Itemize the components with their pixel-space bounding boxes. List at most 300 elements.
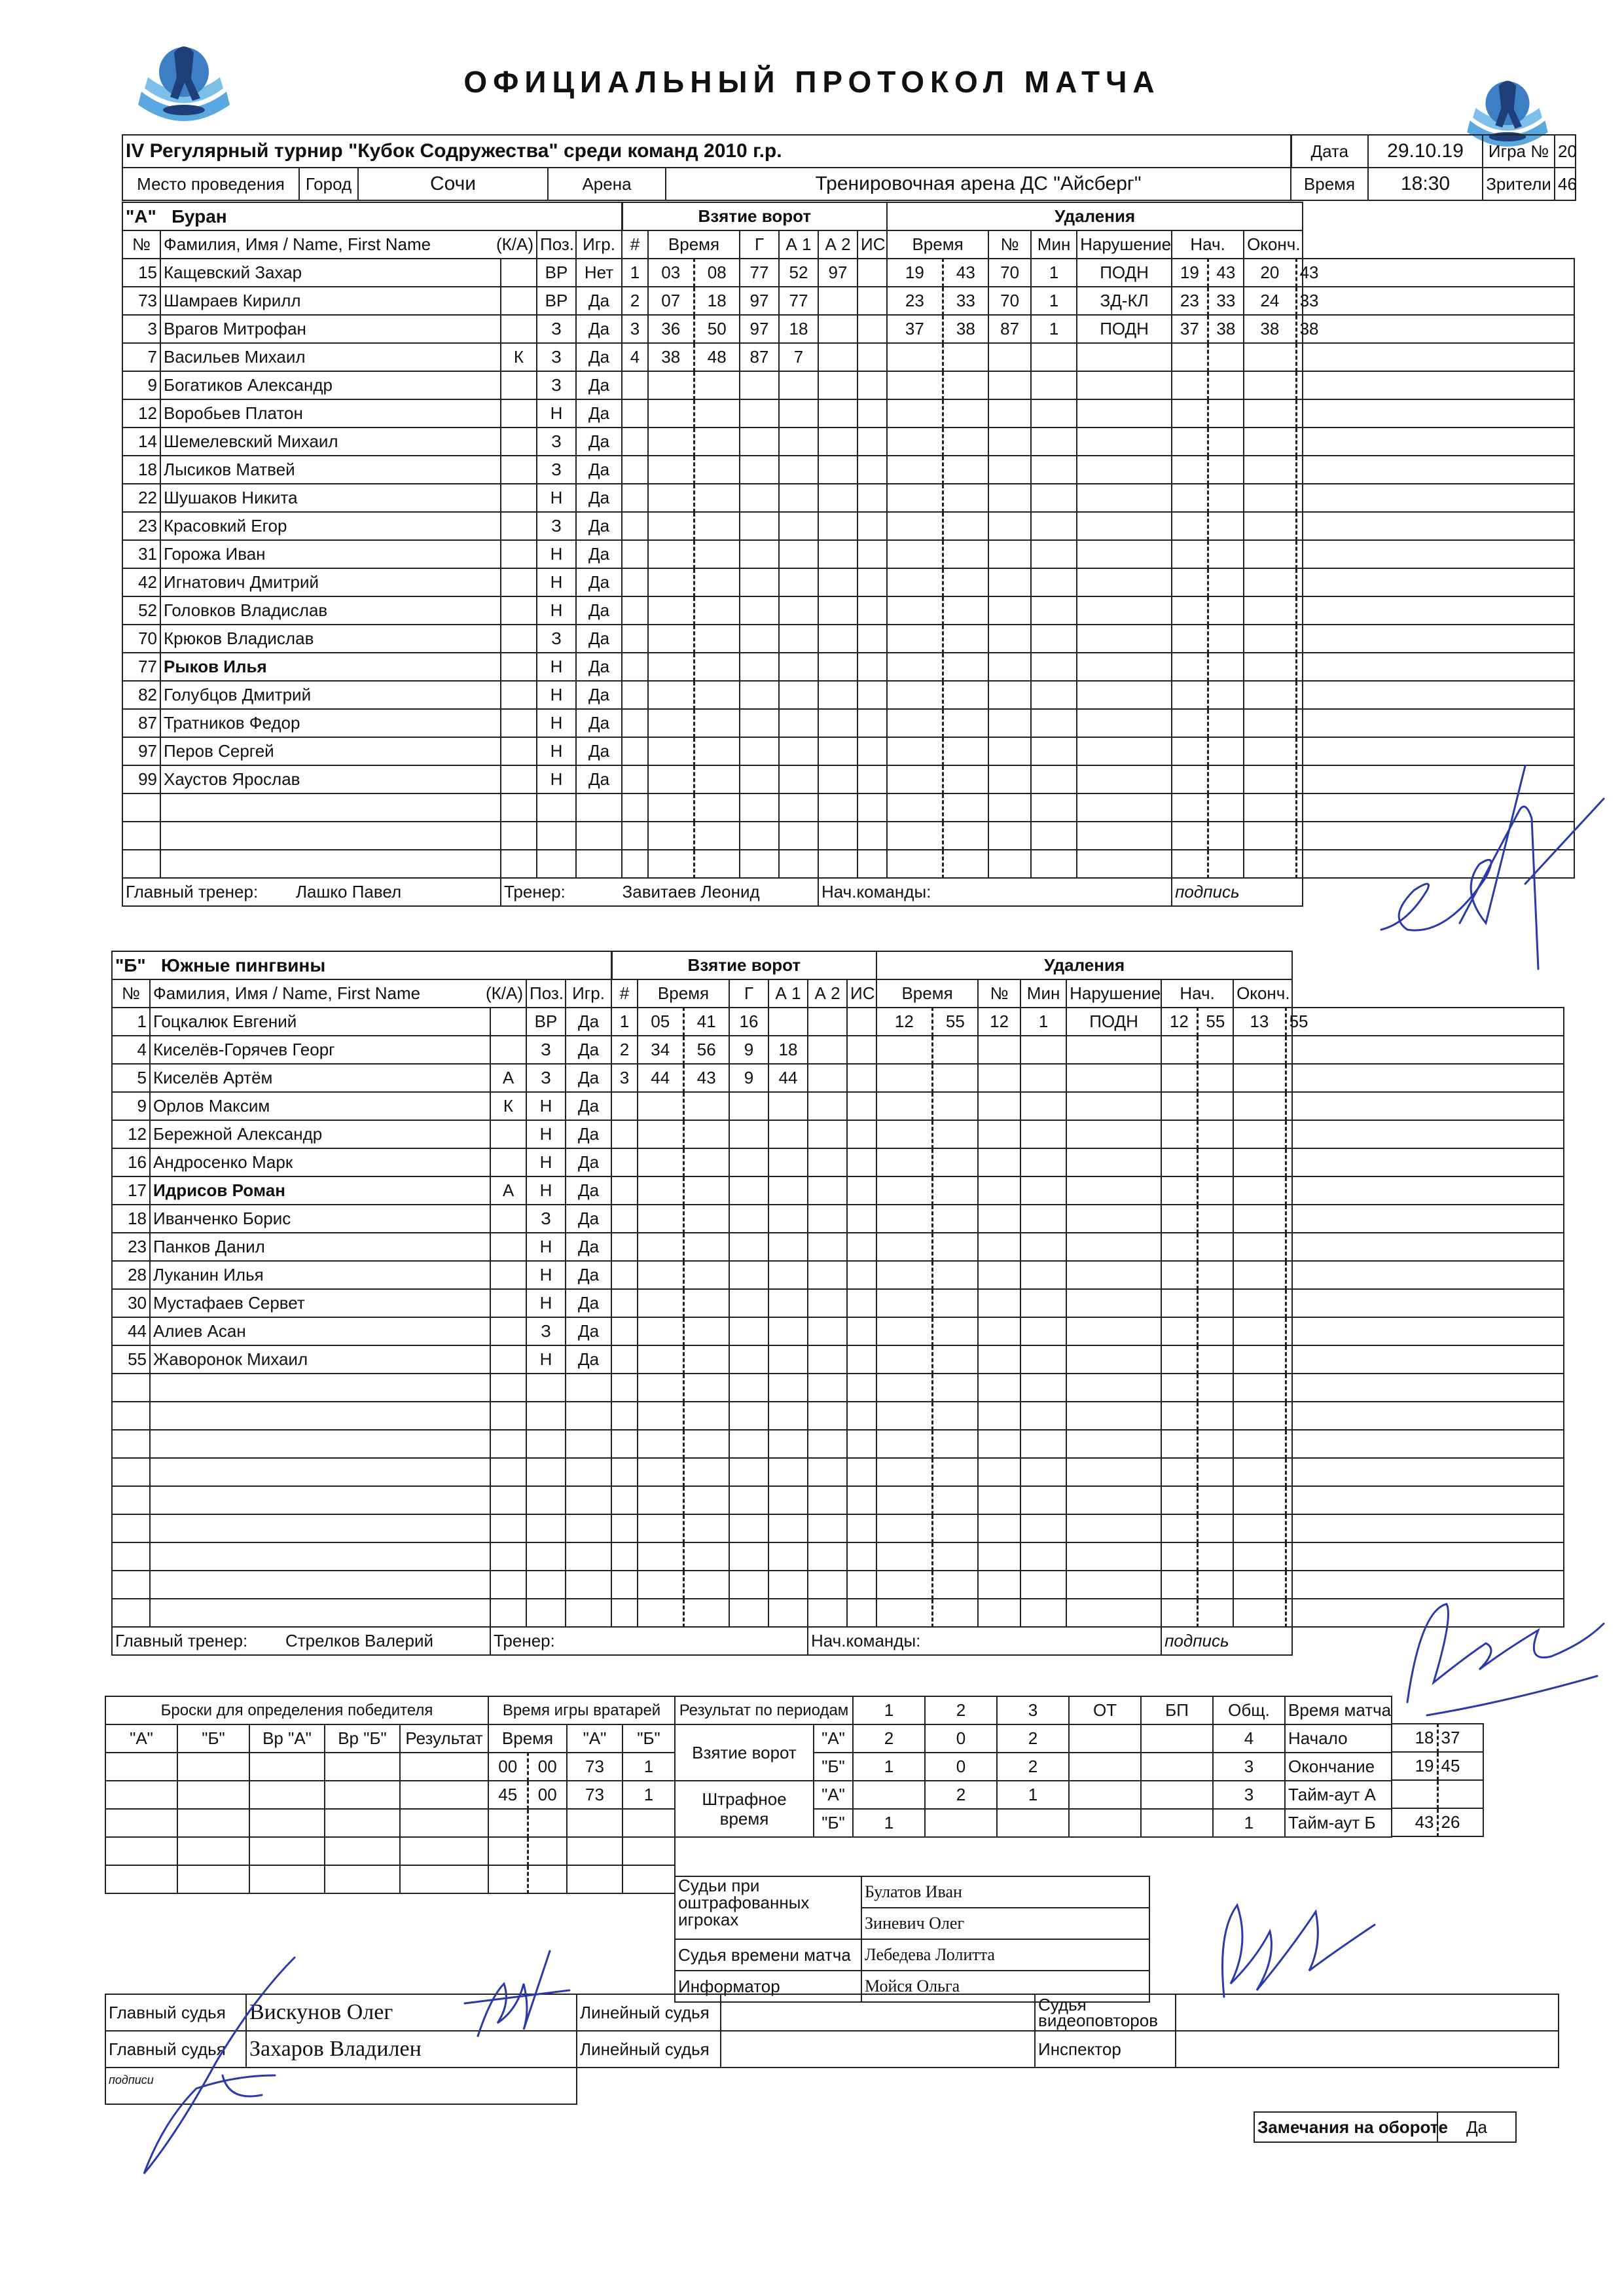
team_b-player-number: 9 [112, 1092, 150, 1120]
team_a-goal-assist1: 7 [779, 343, 818, 371]
signature-team-b [1388, 1584, 1623, 1741]
goals-b-total: 3 [1213, 1753, 1285, 1781]
team_a-player-name: Голубцов Дмитрий [160, 681, 501, 709]
team_b-pen-player: 12 [978, 1008, 1020, 1036]
video-ref-label: Судья видеоповторов [1035, 1994, 1176, 2031]
goals-a-p1: 2 [853, 1724, 925, 1753]
team_a-goal-scorer: 77 [740, 259, 779, 287]
goals-a-label: "А" [814, 1724, 853, 1753]
team_a-col-goal-num: # [622, 230, 648, 259]
date-label: Дата [1291, 135, 1368, 168]
team_b-player-number: 55 [112, 1345, 150, 1374]
team_a-player-number: 18 [122, 456, 160, 484]
tournament-name: IV Регулярный турнир "Кубок Содружества" среди команд 2010 г.р. [122, 135, 1291, 168]
team_a-coach: Завитаев Леонид [622, 882, 760, 902]
team_a-pen-start-min: 37 [1172, 315, 1208, 343]
shootout-col-b: "Б" [177, 1724, 249, 1753]
pim-b-p2 [925, 1809, 997, 1837]
goals-a-p2: 0 [925, 1724, 997, 1753]
team_b-goal-minute: 34 [638, 1036, 683, 1064]
end-sec: 45 [1437, 1752, 1483, 1780]
team_b-col-pen-violation: Нарушение [1066, 979, 1161, 1008]
team_a-player-role [501, 765, 537, 793]
spectators: 46 [1555, 168, 1576, 200]
start-label: Начало [1285, 1724, 1392, 1753]
pim-a-p3: 1 [997, 1781, 1069, 1809]
match-date: 29.10.19 [1368, 135, 1483, 168]
team_a-player-played: Да [576, 343, 622, 371]
team_a-player-played: Да [576, 456, 622, 484]
team_a-pen-player: 70 [988, 259, 1031, 287]
team_a-pen-start-sec: 43 [1208, 259, 1244, 287]
remarks-value: Да [1437, 2112, 1516, 2142]
signature-chief-referee-1 [452, 1938, 583, 2069]
team_a-player-number: 9 [122, 371, 160, 399]
team_b-player-position: Н [526, 1289, 566, 1317]
team_b-player-name: Киселёв Артём [150, 1064, 490, 1092]
pim-a-p2: 2 [925, 1781, 997, 1809]
timekeeper-name: Лебедева Лолитта [861, 1939, 1149, 1971]
team_b-col-pen-time: Время [876, 979, 978, 1008]
pim-b-p3 [997, 1809, 1069, 1837]
team_a-player-played: Нет [576, 259, 622, 287]
team_b-player-name: Луканин Илья [150, 1261, 490, 1289]
team_b-player-position: Н [526, 1261, 566, 1289]
shootout-col-gb: Вр "Б" [325, 1724, 400, 1753]
team_a-pen-minute: 37 [887, 315, 943, 343]
team_b-goal-second: 41 [683, 1008, 729, 1036]
team_b-pen-violation: ПОДН [1066, 1008, 1161, 1036]
shootout-col-a: "А" [105, 1724, 177, 1753]
team_a-sign-label: подпись [1175, 882, 1240, 902]
team_a-goal-scorer: 97 [740, 315, 779, 343]
team_b-col-pen-end: Оконч. [1233, 979, 1292, 1008]
team_a-player-played: Да [576, 287, 622, 315]
team_a-player-name: Шемелевский Михаил [160, 428, 501, 456]
team_a-player-role [501, 259, 537, 287]
team_a-player-number: 23 [122, 512, 160, 540]
team_a-player-name: Красовкий Егор [160, 512, 501, 540]
team_b-player-played: Да [566, 1036, 611, 1064]
team_b-col-is: ИС [847, 979, 876, 1008]
team_b-goal-minute: 44 [638, 1064, 683, 1092]
team_a-pen-violation: ЗД-КЛ [1077, 287, 1172, 315]
team_a-player-position: Н [537, 399, 576, 428]
team_b-player-role [490, 1345, 526, 1374]
team_a-player-played: Да [576, 428, 622, 456]
team_a-pen-minutes: 1 [1031, 287, 1077, 315]
team_a-player-played: Да [576, 625, 622, 653]
team_a-player-position: З [537, 315, 576, 343]
team_a-player-role: К [501, 343, 537, 371]
team_a-player-position: Н [537, 596, 576, 625]
team_b-player-number: 1 [112, 1008, 150, 1036]
team_b-sign-label: подпись [1164, 1631, 1229, 1650]
team_b-player-role [490, 1148, 526, 1176]
team_a-player-role [501, 428, 537, 456]
team_a-goal-assist2 [818, 315, 857, 343]
team_b-player-number: 17 [112, 1176, 150, 1205]
team_a-player-name: Васильев Михаил [160, 343, 501, 371]
team_b-goal-second: 56 [683, 1036, 729, 1064]
game-number-label: Игра № [1483, 135, 1555, 168]
team_a-player-played: Да [576, 484, 622, 512]
team_a-goal-is [857, 343, 887, 371]
team_a-pen-end-sec: 43 [1296, 259, 1303, 287]
team_a-pen-start-min: 19 [1172, 259, 1208, 287]
team_a-player-position: Н [537, 540, 576, 568]
team_a-player-number: 97 [122, 737, 160, 765]
team_b-player-name: Орлов Максим [150, 1092, 490, 1120]
pim-b-so [1141, 1809, 1213, 1837]
team_b-pen-minute: 12 [876, 1008, 932, 1036]
team_b-head-coach-label: Главный тренер: [115, 1631, 248, 1650]
team_a-goal-assist1: 18 [779, 315, 818, 343]
team_a-player-name: Шамраев Кирилл [160, 287, 501, 315]
team_a-player-number: 42 [122, 568, 160, 596]
game-number: 20 [1555, 135, 1576, 168]
team_a-pen-start-min: 23 [1172, 287, 1208, 315]
goalie-row2-min: 45 [488, 1781, 528, 1809]
match-header-table [122, 134, 1576, 201]
informer-label: Информатор [675, 1971, 861, 2002]
team_a-player-role [501, 709, 537, 737]
team_a-player-position: Н [537, 653, 576, 681]
penalty-judge-2: Зиневич Олег [861, 1908, 1149, 1939]
arena-label: Арена [548, 168, 666, 200]
timeout-b-min: 43 [1392, 1808, 1437, 1836]
timeout-a-min [1392, 1780, 1437, 1808]
team_b-goal-assist2 [808, 1008, 847, 1036]
team_b-player-position: Н [526, 1233, 566, 1261]
team_a-goal-is [857, 315, 887, 343]
chief-ref-label-1: Главный судья [105, 1994, 246, 2031]
team_a-player-name: Врагов Митрофан [160, 315, 501, 343]
team_a-coach-label: Тренер: [504, 882, 566, 902]
team_b-player-number: 30 [112, 1289, 150, 1317]
team_b-player-name: Идрисов Роман [150, 1176, 490, 1205]
team_a-goal-scorer: 97 [740, 287, 779, 315]
team_a-name: Буран [171, 206, 227, 227]
team_a-col-pos: Поз. [537, 230, 576, 259]
team_a-goal-minute: 07 [648, 287, 694, 315]
goalie-row1-min: 00 [488, 1753, 528, 1781]
match-time-title: Время матча [1285, 1696, 1392, 1724]
team_b-player-role [490, 1036, 526, 1064]
goalie-col-time: Время [488, 1724, 567, 1753]
team_b-goal-assist2 [808, 1064, 847, 1092]
team_a-col-pen-end: Оконч. [1244, 230, 1303, 259]
team_a-pen-start-sec: 38 [1208, 315, 1244, 343]
team_b-goal-scorer: 16 [729, 1008, 768, 1036]
penalty-judge-1: Булатов Иван [861, 1876, 1149, 1908]
goals-a-p3: 2 [997, 1724, 1069, 1753]
team_a-player-number: 52 [122, 596, 160, 625]
timeout-a-sec [1437, 1780, 1483, 1808]
goals-label: Взятие ворот [675, 1724, 814, 1781]
team_b-goal-minute: 05 [638, 1008, 683, 1036]
team_b-col-assist1: А 1 [768, 979, 808, 1008]
team_a-player-role [501, 371, 537, 399]
team_b-player-role: А [490, 1064, 526, 1092]
goalie-col-a: "А" [567, 1724, 623, 1753]
team_b-player-position: З [526, 1317, 566, 1345]
team_a-goal-scorer: 87 [740, 343, 779, 371]
team_b-player-number: 5 [112, 1064, 150, 1092]
team-a-section [122, 202, 1575, 907]
team_a-player-number: 77 [122, 653, 160, 681]
period-col-1: 1 [853, 1696, 925, 1724]
signatures-label: подписи [109, 2073, 154, 2086]
team_a-goal-is [857, 287, 887, 315]
chief-ref-2: Захаров Владилен [246, 2031, 577, 2068]
team_a-player-number: 7 [122, 343, 160, 371]
team_a-player-role [501, 315, 537, 343]
team_a-pen-player: 70 [988, 287, 1031, 315]
team_a-player-name: Тратников Федор [160, 709, 501, 737]
team_a-col-no: № [122, 230, 160, 259]
team_b-goal-is [847, 1008, 876, 1036]
team_a-goal-minute: 03 [648, 259, 694, 287]
team_b-goal-is [847, 1064, 876, 1092]
team_a-player-position: ВР [537, 259, 576, 287]
team_a-goal-number: 1 [622, 259, 648, 287]
city-label: Город [299, 168, 358, 200]
team_a-goal-minute: 36 [648, 315, 694, 343]
team_a-penalties-title: Удаления [887, 202, 1303, 230]
goals-b-so [1141, 1753, 1213, 1781]
team_b-col-played: Игр. [566, 979, 611, 1008]
timekeeper-label: Судья времени матча [675, 1939, 861, 1971]
team_b-letter: "Б" [115, 955, 146, 975]
team_b-player-played: Да [566, 1345, 611, 1374]
team_a-player-position: Н [537, 681, 576, 709]
team_b-player-name: Гоцкалюк Евгений [150, 1008, 490, 1036]
team_a-player-position: Н [537, 568, 576, 596]
team_b-pen-end-min: 13 [1233, 1008, 1286, 1036]
goalie-row1-b: 1 [623, 1753, 675, 1781]
goalie-time-title: Время игры вратарей [488, 1696, 675, 1724]
team_a-pen-player: 87 [988, 315, 1031, 343]
team_a-col-pen-start: Нач. [1172, 230, 1244, 259]
team_b-player-number: 18 [112, 1205, 150, 1233]
team_b-player-position: З [526, 1036, 566, 1064]
team_b-player-position: Н [526, 1148, 566, 1176]
shootout-col-result: Результат [400, 1724, 488, 1753]
team_b-player-role [490, 1205, 526, 1233]
team_a-goals-title: Взятие ворот [622, 202, 887, 230]
team_a-goal-minute: 38 [648, 343, 694, 371]
team_b-goals-title: Взятие ворот [611, 951, 876, 979]
team_b-player-name: Киселёв-Горячев Георг [150, 1036, 490, 1064]
team_b-team-chief-label: Нач.команды: [811, 1631, 921, 1650]
team_a-col-assist1: А 1 [779, 230, 818, 259]
team_a-pen-second: 33 [943, 287, 988, 315]
team_a-player-role [501, 456, 537, 484]
team_a-goal-number: 2 [622, 287, 648, 315]
team_b-col-goal-num: # [611, 979, 638, 1008]
team_a-pen-minute: 23 [887, 287, 943, 315]
shootout-table [105, 1696, 489, 1894]
team_a-player-played: Да [576, 540, 622, 568]
team_a-pen-minutes: 1 [1031, 315, 1077, 343]
team_a-player-position: Н [537, 737, 576, 765]
team_a-player-name: Лысиков Матвей [160, 456, 501, 484]
team_b-player-played: Да [566, 1261, 611, 1289]
team_b-player-position: З [526, 1205, 566, 1233]
team_b-name: Южные пингвины [161, 955, 326, 975]
team_a-player-number: 70 [122, 625, 160, 653]
team_b-player-number: 44 [112, 1317, 150, 1345]
team_a-team-chief-label: Нач.команды: [821, 882, 931, 902]
team_a-goal-is [857, 259, 887, 287]
team_a-player-played: Да [576, 315, 622, 343]
team_a-col-name: Фамилия, Имя / Name, First Name [164, 234, 431, 254]
team_a-player-position: Н [537, 765, 576, 793]
goalie-row1-a: 73 [567, 1753, 623, 1781]
timeout-a-label: Тайм-аут А [1285, 1781, 1392, 1809]
timeout-b-label: Тайм-аут Б [1285, 1809, 1392, 1837]
team_a-col-pen-min: Мин [1031, 230, 1077, 259]
team_b-player-name: Мустафаев Сервет [150, 1289, 490, 1317]
team_b-player-role [490, 1120, 526, 1148]
pim-a-so [1141, 1781, 1213, 1809]
signature-secretary [1204, 1872, 1401, 2010]
team_a-player-number: 87 [122, 709, 160, 737]
team_b-pen-minutes: 1 [1020, 1008, 1066, 1036]
goalie-time-table [488, 1696, 676, 1894]
team_a-col-pen-no: № [988, 230, 1031, 259]
team_a-player-number: 31 [122, 540, 160, 568]
team-b-section [111, 951, 1564, 1656]
team_a-col-played: Игр. [576, 230, 622, 259]
signature-team-a [1362, 799, 1617, 982]
team_a-pen-end-sec: 33 [1296, 287, 1303, 315]
team_a-player-position: З [537, 371, 576, 399]
goals-b-p1: 1 [853, 1753, 925, 1781]
team_a-pen-violation: ПОДН [1077, 259, 1172, 287]
team_b-goal-scorer: 9 [729, 1036, 768, 1064]
team_b-player-position: Н [526, 1345, 566, 1374]
chief-ref-1: Вискунов Олег [246, 1994, 577, 2031]
team_a-player-position: З [537, 428, 576, 456]
team_a-player-played: Да [576, 371, 622, 399]
team_b-goal-second: 43 [683, 1064, 729, 1092]
team_a-player-name: Крюков Владислав [160, 625, 501, 653]
team_a-player-number: 12 [122, 399, 160, 428]
team_b-player-number: 12 [112, 1120, 150, 1148]
team_b-goal-number: 2 [611, 1036, 638, 1064]
team_a-player-number: 22 [122, 484, 160, 512]
team_b-player-position: Н [526, 1092, 566, 1120]
team_b-col-name: Фамилия, Имя / Name, First Name [153, 983, 421, 1003]
team_b-player-played: Да [566, 1120, 611, 1148]
team_a-pen-minutes: 1 [1031, 259, 1077, 287]
team_a-player-name: Богатиков Александр [160, 371, 501, 399]
pim-b-p1: 1 [853, 1809, 925, 1837]
team_a-player-role [501, 484, 537, 512]
team_a-player-role [501, 540, 537, 568]
team_b-player-played: Да [566, 1092, 611, 1120]
team_a-pen-second: 38 [943, 315, 988, 343]
pim-a-ot [1069, 1781, 1141, 1809]
penalty-judges-label: Судьи при оштрафованных игроках [675, 1876, 861, 1939]
team_b-col-ka: (К/А) [485, 983, 523, 1003]
pim-label: Штрафное время [675, 1781, 814, 1837]
team_a-head-coach: Лашко Павел [295, 882, 402, 902]
period-col-ot: ОТ [1069, 1696, 1141, 1724]
goals-b-ot [1069, 1753, 1141, 1781]
team_b-player-name: Жаворонок Михаил [150, 1345, 490, 1374]
team_a-head-coach-label: Главный тренер: [126, 882, 259, 902]
team_a-player-played: Да [576, 568, 622, 596]
team_a-player-number: 73 [122, 287, 160, 315]
period-col-2: 2 [925, 1696, 997, 1724]
goals-b-label: "Б" [814, 1753, 853, 1781]
team_a-player-role [501, 653, 537, 681]
team_a-player-position: Н [537, 484, 576, 512]
team_b-player-role [490, 1008, 526, 1036]
pim-a-label: "А" [814, 1781, 853, 1809]
team_a-col-pen-violation: Нарушение [1077, 230, 1172, 259]
chief-ref-label-2: Главный судья [105, 2031, 246, 2068]
team_b-penalties-title: Удаления [876, 951, 1292, 979]
shootout-title: Броски для определения победителя [105, 1696, 488, 1724]
team_b-player-position: Н [526, 1176, 566, 1205]
goals-a-ot [1069, 1724, 1141, 1753]
team_a-player-played: Да [576, 512, 622, 540]
team_a-player-played: Да [576, 737, 622, 765]
team_b-player-role: А [490, 1176, 526, 1205]
linesman-label-2: Линейный судья [577, 2031, 721, 2068]
venue-label: Место проведения [122, 168, 299, 200]
team_b-goal-number: 1 [611, 1008, 638, 1036]
start-sec: 37 [1437, 1724, 1483, 1752]
team_a-pen-minute: 19 [887, 259, 943, 287]
team_b-pen-start-min: 12 [1161, 1008, 1197, 1036]
goals-a-total: 4 [1213, 1724, 1285, 1753]
goalie-row2-a: 73 [567, 1781, 623, 1809]
team_b-player-role [490, 1233, 526, 1261]
team_a-goal-assist1: 77 [779, 287, 818, 315]
inspector-label: Инспектор [1035, 2031, 1176, 2068]
team_b-col-pen-no: № [978, 979, 1020, 1008]
team_b-player-role [490, 1317, 526, 1345]
team_a-goal-number: 3 [622, 315, 648, 343]
team_a-player-name: Головков Владислав [160, 596, 501, 625]
team_b-goal-assist2 [808, 1036, 847, 1064]
team_a-col-ka: (К/А) [496, 234, 533, 254]
team_b-player-name: Панков Данил [150, 1233, 490, 1261]
period-col-so: БП [1141, 1696, 1213, 1724]
remarks-label: Замечания на обороте [1254, 2112, 1437, 2142]
team_a-goal-second: 50 [694, 315, 740, 343]
team_b-player-role [490, 1261, 526, 1289]
team_a-player-played: Да [576, 399, 622, 428]
team_a-goal-assist2 [818, 343, 857, 371]
team_b-roster-table [111, 951, 1564, 1656]
goalie-row2-b: 1 [623, 1781, 675, 1809]
team_a-player-role [501, 287, 537, 315]
goals-b-p3: 2 [997, 1753, 1069, 1781]
team_b-player-played: Да [566, 1317, 611, 1345]
pim-b-label: "Б" [814, 1809, 853, 1837]
team_b-col-pos: Поз. [526, 979, 566, 1008]
team_a-player-position: ВР [537, 287, 576, 315]
team_b-player-played: Да [566, 1176, 611, 1205]
team_b-coach-label: Тренер: [494, 1631, 555, 1650]
team_a-pen-end-min: 24 [1244, 287, 1296, 315]
